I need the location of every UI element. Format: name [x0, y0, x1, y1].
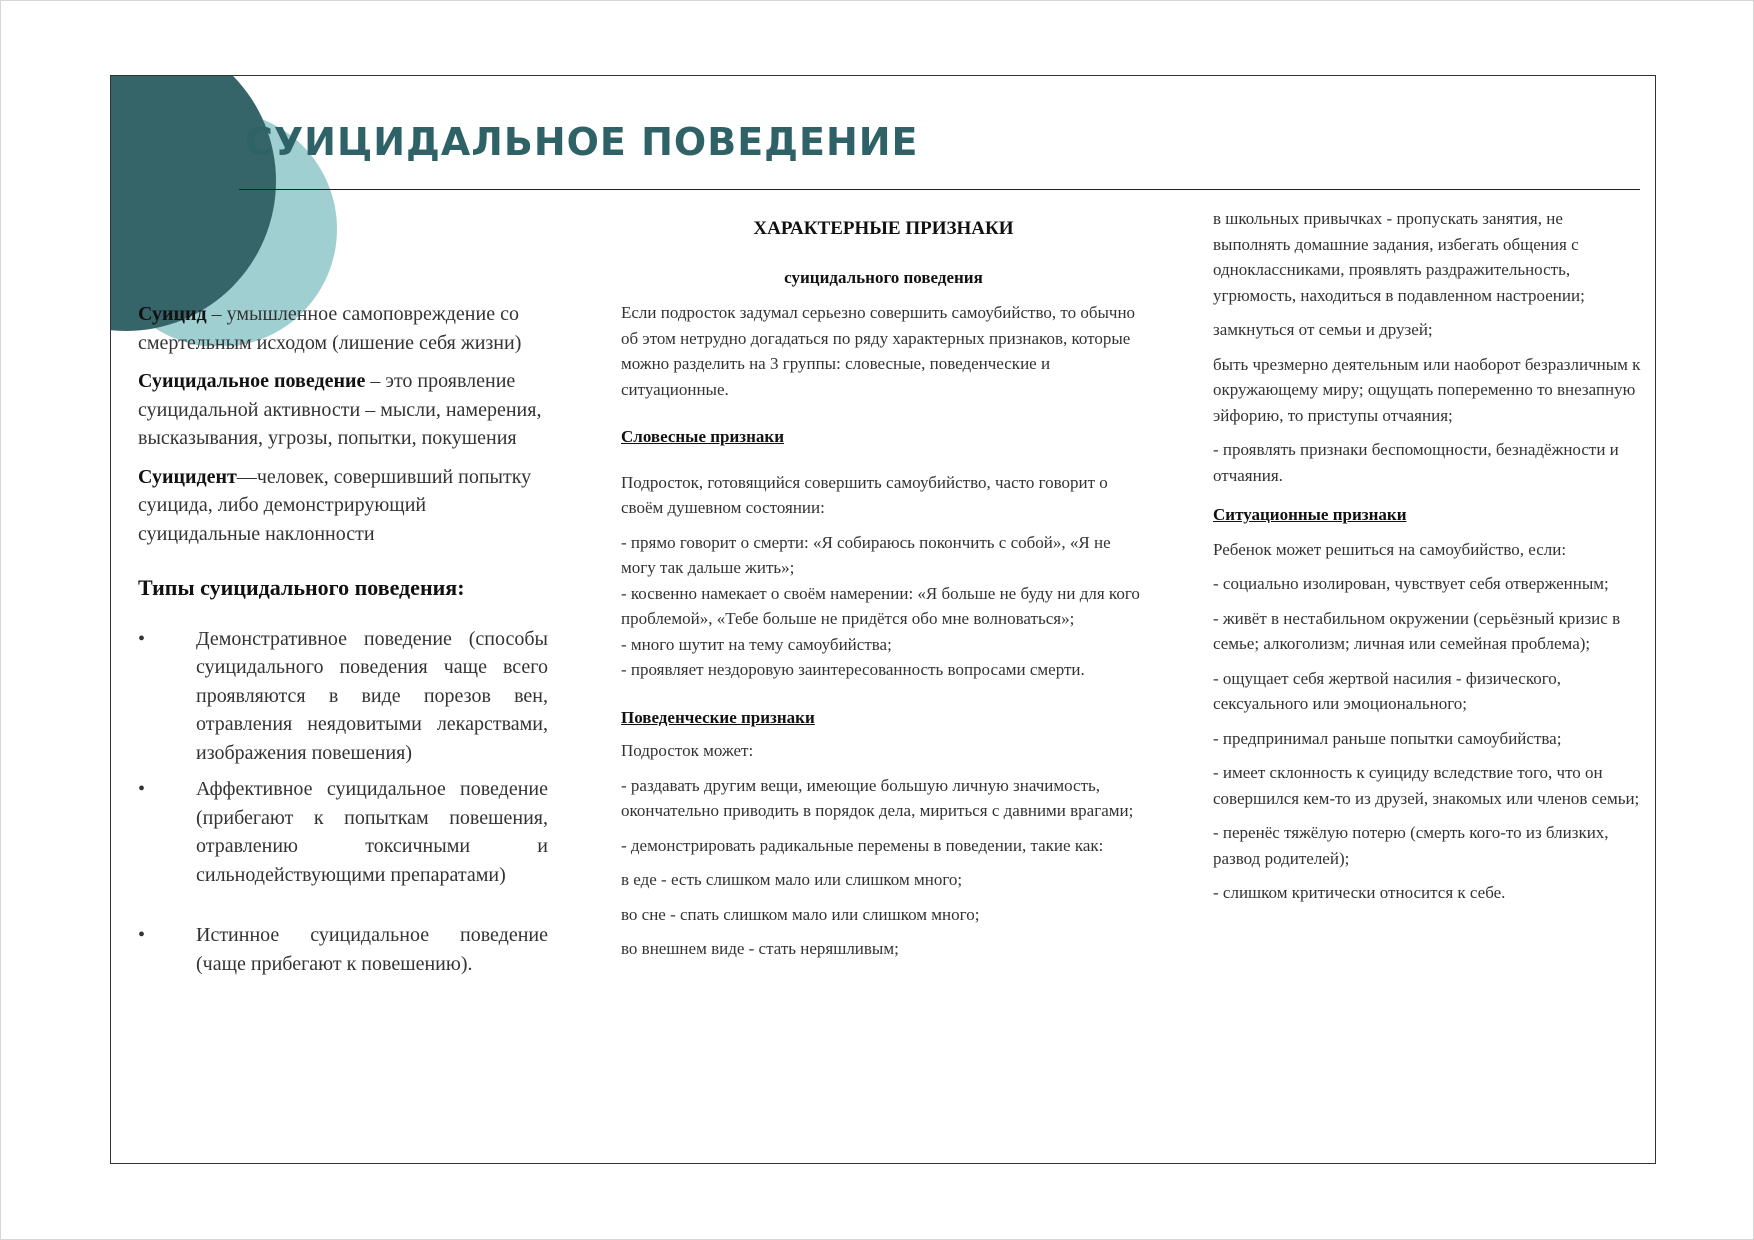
situational-item: - имеет склонность к суициду вследствие того, что он совершился кем-то из друзей, знакомых или членов семьи;: [1213, 763, 1640, 808]
verbal-item: - прямо говорит о смерти: «Я собираюсь покончить с собой», «Я не могу так дальше жить»;: [621, 532, 1111, 577]
situational-signs-heading: Ситуационные признаки: [1213, 505, 1407, 524]
signs-subheading: суицидального поведения: [784, 267, 983, 287]
behavioral-item-continued: быть чрезмерно деятельным или наоборот безразличным к окружающему миру; ощущать попеременно то внезапную эйфорию, то приступы отчаяния;: [1213, 354, 1641, 425]
definition-suicident: [138, 463, 548, 549]
verbal-item: - много шутит на тему самоубийства;: [621, 634, 892, 654]
behavioral-item: - демонстрировать радикальные перемены в поведении, такие как:: [621, 835, 1104, 855]
types-heading: Типы суицидального поведения:: [138, 575, 465, 600]
behavioral-item: - раздавать другим вещи, имеющие большую личную значимость, окончательно приводить в порядок дела, мириться с давними врагами;: [621, 775, 1134, 820]
signs-intro: Если подросток задумал серьезно совершить самоубийство, то обычно об этом нетрудно догадаться по ряду характерных признаков, которые можно разделить на 3 группы: словесные, поведенческие и ситуационные.: [621, 303, 1136, 399]
situational-item: - социально изолирован, чувствует себя отверженным;: [1213, 574, 1609, 593]
behavioral-item-continued: замкнуться от семьи и друзей;: [1213, 320, 1433, 339]
behavioral-item: во сне - спать слишком мало или слишком много;: [621, 904, 980, 924]
definition-term: Суицидент: [138, 465, 237, 488]
column-situational: [1213, 206, 1643, 915]
title-divider: [239, 189, 1640, 190]
definition-term: Суицид: [138, 303, 207, 325]
behavioral-item-continued: в школьных привычках - пропускать занятия, не выполнять домашние задания, избегать общения с одноклассниками, проявлять раздражительность, угрюмость, находиться в подавленном настроении;: [1213, 209, 1585, 305]
bullet-icon: •: [138, 778, 146, 800]
situational-item: - живёт в нестабильном окружении (серьёзный кризис в семье; алкоголизм; личная или семейная проблема);: [1213, 608, 1621, 653]
type-item: [138, 921, 548, 978]
behavioral-item-continued: - проявлять признаки беспомощности, безнадёжности и отчаяния.: [1213, 440, 1619, 485]
behavioral-signs-heading: Поведенческие признаки: [621, 707, 815, 727]
verbal-signs-heading: Словесные признаки: [621, 427, 784, 446]
definition-suicide: [138, 300, 548, 357]
behavioral-item: в еде - есть слишком мало или слишком много;: [621, 870, 963, 889]
type-text: Аффективное суицидальное поведение (прибегают к попыткам повешения, отравлению токсичными и сильнодействующими препаратами): [196, 778, 548, 886]
situational-item: - перенёс тяжёлую потерю (смерть кого-то из близких, развод родителей);: [1213, 823, 1609, 868]
brochure-page: [110, 75, 1656, 1164]
verbal-item: - проявляет нездоровую заинтересованность вопросами смерти.: [621, 660, 1085, 679]
situational-lead: Ребенок может решиться на самоубийство, если:: [1213, 539, 1567, 559]
behavioral-lead: Подросток может:: [621, 741, 754, 760]
behavioral-item: во внешнем виде - стать неряшливым;: [621, 939, 899, 958]
bullet-icon: •: [138, 924, 146, 946]
type-text: Истинное суицидальное поведение (чаще прибегают к повешению).: [196, 924, 548, 975]
type-item: [138, 775, 548, 889]
column-definitions: [138, 300, 548, 986]
situational-item: - слишком критически относится к себе.: [1213, 883, 1506, 902]
definition-text: —человек, совершивший попытку суицида, либо демонстрирующий суицидальные наклонности: [138, 465, 532, 545]
verbal-item: - косвенно намекает о своём намерении: «Я больше не буду ни для кого проблемой», «Тебе больше не придётся обо мне волноваться»;: [621, 583, 1140, 628]
type-text: Демонстративное поведение (способы суицидального поведения чаще всего проявляются в виде порезов вен, отравления неядовитыми лекарствами, изображения повешения): [196, 627, 548, 764]
situational-item: - ощущает себя жертвой насилия - физического, сексуального или эмоционального;: [1213, 668, 1562, 713]
signs-heading: ХАРАКТЕРНЫЕ ПРИЗНАКИ: [753, 218, 1014, 239]
bullet-icon: •: [138, 627, 146, 650]
verbal-lead: Подросток, готовящийся совершить самоубийство, часто говорит о своём душевном состоянии:: [621, 472, 1108, 517]
definition-text: – умышленное самоповреждение со смертельным исходом (лишение себя жизни): [138, 303, 522, 354]
definition-suicidal-behavior: [138, 367, 548, 453]
type-item: [138, 625, 548, 768]
definition-term: Суицидальное поведение: [138, 370, 366, 392]
page-title: СУИЦИДАЛЬНОЕ ПОВЕДЕНИЕ: [245, 120, 919, 164]
column-signs: [621, 216, 1146, 971]
definition-text: – это проявление суицидальной активности – мысли, намерения, высказывания, угрозы, попытки, покушения: [138, 370, 542, 449]
situational-item: - предпринимал раньше попытки самоубийства;: [1213, 728, 1562, 748]
